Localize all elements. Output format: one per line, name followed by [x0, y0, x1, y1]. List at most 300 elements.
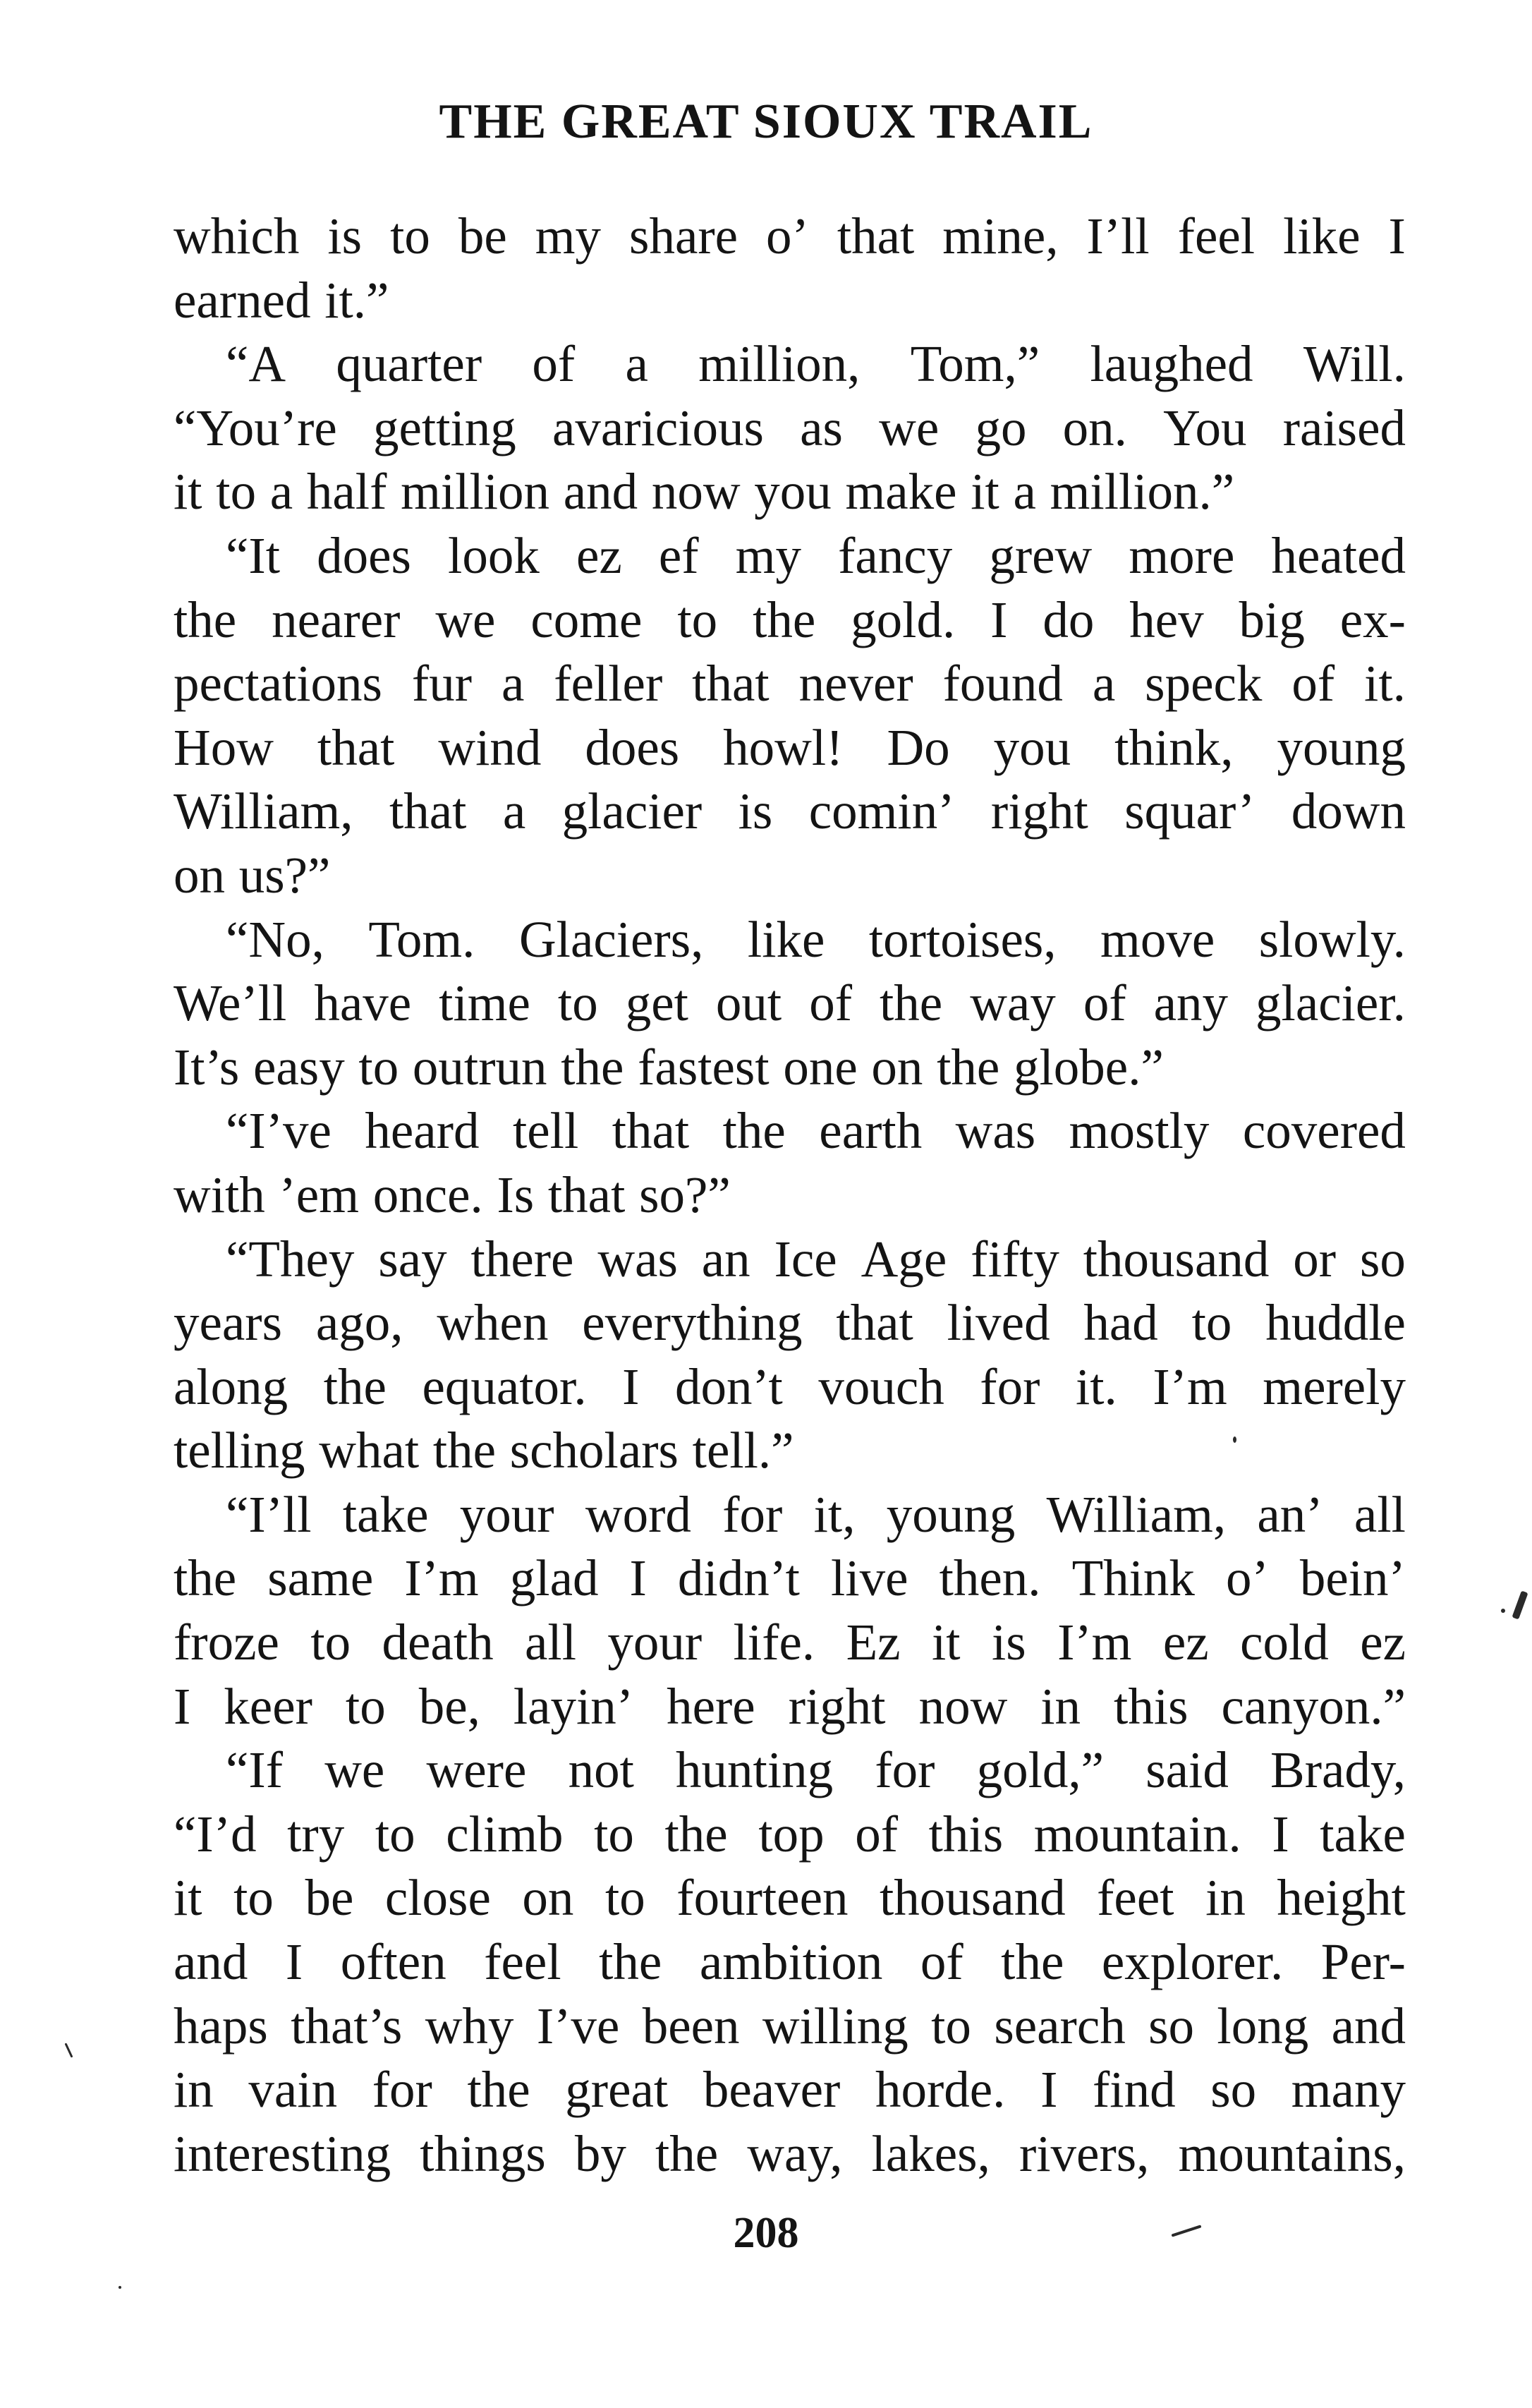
word: thousand [1083, 1230, 1270, 1288]
word: try [287, 1805, 345, 1863]
word: it [174, 463, 202, 521]
word: the [722, 1102, 786, 1160]
word: along [174, 1357, 288, 1415]
body-text [174, 205, 1406, 2186]
word: for [722, 1485, 783, 1543]
word: it. [1364, 655, 1406, 713]
word: that [389, 782, 467, 840]
word: once. [372, 1166, 483, 1223]
word: avaricious [552, 399, 764, 456]
word: “You’re [174, 399, 337, 456]
word: ex- [1339, 591, 1406, 648]
text-line [174, 269, 1406, 333]
word: found [942, 655, 1063, 713]
word: that’s [291, 1997, 403, 2055]
word: horde. [875, 2061, 1006, 2119]
word: climb [446, 1805, 564, 1863]
word: the [753, 591, 816, 648]
word: layin’ [513, 1677, 634, 1735]
scan-speck [64, 2043, 73, 2057]
word: find [1093, 2061, 1176, 2119]
word: I [174, 1677, 191, 1735]
word: cold [1240, 1614, 1329, 1671]
word: it [931, 1614, 961, 1671]
word: big [1239, 591, 1305, 648]
word: tortoises, [868, 910, 1057, 968]
text-line [174, 716, 1406, 780]
word: ’em [279, 1166, 359, 1223]
word: “I’ve [226, 1102, 332, 1160]
text-line [174, 652, 1406, 716]
word: hunting [676, 1741, 834, 1799]
word: life. [733, 1614, 815, 1671]
word: earned [174, 271, 311, 329]
word: William, [1046, 1485, 1227, 1543]
word: in [1205, 1869, 1246, 1927]
word: out [715, 974, 782, 1032]
word: to [1191, 1294, 1232, 1352]
word: that [547, 1166, 626, 1223]
word: equator. [422, 1357, 587, 1415]
text-line [174, 1866, 1406, 1930]
word: the [1001, 1933, 1064, 1991]
word: us?” [238, 846, 331, 904]
word: have [314, 974, 412, 1032]
word: earth [819, 1102, 923, 1160]
word: time [439, 974, 530, 1032]
word: look [448, 526, 540, 584]
word: for [875, 1741, 935, 1799]
word: covered [1242, 1102, 1406, 1160]
word: that [837, 207, 915, 265]
word: I [1272, 1805, 1289, 1863]
text-line [174, 1995, 1406, 2059]
word: the [561, 1038, 624, 1096]
word: “It [226, 526, 280, 584]
word: things [420, 2124, 546, 2182]
word: so [1148, 1997, 1195, 2055]
word: o’ [1226, 1549, 1269, 1607]
scan-speck [1512, 1590, 1528, 1619]
word: outrun [412, 1038, 547, 1096]
word: to [358, 1038, 399, 1096]
word: Ice [774, 1230, 837, 1288]
word: does [585, 718, 680, 776]
word: Age [861, 1230, 947, 1288]
word: lived [947, 1294, 1050, 1352]
word: right [990, 782, 1088, 840]
text-line [174, 524, 1406, 588]
word: “If [226, 1741, 284, 1799]
word: Will. [1303, 335, 1406, 393]
word: o’ [766, 207, 809, 265]
word: mountains, [1178, 2124, 1406, 2182]
text-line [174, 1611, 1406, 1675]
word: it. [1075, 1357, 1117, 1415]
word: your [607, 1614, 703, 1671]
word: it, [813, 1485, 856, 1543]
word: to [345, 1677, 386, 1735]
word: feet [1097, 1869, 1174, 1927]
word: come [530, 591, 643, 648]
word: You [1163, 399, 1247, 456]
word: everything [582, 1294, 803, 1352]
word: was [597, 1230, 678, 1288]
word: ago, [315, 1294, 403, 1352]
word: I [1388, 207, 1406, 265]
word: didn’t [677, 1549, 800, 1607]
word: I’m [1057, 1614, 1132, 1671]
word: height [1277, 1869, 1406, 1927]
word: be, [418, 1677, 480, 1735]
word: we [879, 399, 940, 456]
word: tell [512, 1102, 579, 1160]
word: the [664, 1805, 728, 1863]
word: live [831, 1549, 908, 1607]
word: by [574, 2124, 626, 2182]
word: explorer. [1101, 1933, 1284, 1991]
text-line [174, 2058, 1406, 2122]
word: William, [174, 782, 353, 840]
text-line [174, 588, 1406, 653]
word: young [886, 1485, 1016, 1543]
word: I’m [1153, 1357, 1227, 1415]
word: more [1129, 526, 1235, 584]
word: share [629, 207, 738, 265]
word: I [1040, 2061, 1058, 2119]
word: lakes, [871, 2124, 990, 2182]
word: say [378, 1230, 447, 1288]
word: of [920, 1933, 963, 1991]
word: feel [484, 1933, 561, 1991]
word: rivers, [1019, 2124, 1150, 2182]
word: a [269, 463, 293, 521]
word: I [285, 1933, 303, 1991]
word: why [425, 1997, 514, 2055]
word: “No, [226, 910, 324, 968]
word: to [310, 1614, 351, 1671]
word: that [612, 1102, 690, 1160]
word: fastest [638, 1038, 770, 1096]
word: that [317, 718, 395, 776]
word: of [1291, 655, 1335, 713]
word: ef [658, 526, 699, 584]
word: what [319, 1422, 420, 1480]
word: it [174, 1869, 202, 1927]
text-line [174, 1419, 1406, 1483]
word: tell.” [692, 1422, 794, 1480]
text-line [174, 460, 1406, 524]
word: getting [373, 399, 516, 456]
word: and [563, 463, 638, 521]
text-line [174, 1291, 1406, 1355]
word: way [970, 974, 1056, 1032]
word: How [174, 718, 274, 776]
word: move [1100, 910, 1215, 968]
word: one [783, 1038, 858, 1096]
word: gold,” [976, 1741, 1105, 1799]
word: the [467, 2061, 530, 2119]
word: that [692, 655, 770, 713]
word: fourteen [676, 1869, 849, 1927]
text-line [174, 332, 1406, 397]
word: I [990, 591, 1008, 648]
word: the [937, 1038, 1000, 1096]
word: ez [576, 526, 622, 584]
text-line [174, 1930, 1406, 1995]
text-line [174, 397, 1406, 461]
text-line [174, 1483, 1406, 1547]
word: was [955, 1102, 1036, 1160]
word: and [1331, 1997, 1406, 2055]
word: ez [1360, 1614, 1406, 1671]
word: of [532, 335, 576, 393]
word: been [642, 1997, 740, 2055]
word: do [1042, 591, 1095, 648]
word: said [1145, 1741, 1229, 1799]
word: get [625, 974, 688, 1032]
word: now [651, 463, 741, 521]
word: fancy [838, 526, 953, 584]
word: Glaciers, [518, 910, 704, 968]
word: in [1040, 1677, 1081, 1735]
word: this [928, 1805, 1004, 1863]
word: word [585, 1485, 691, 1543]
word: a [1013, 463, 1036, 521]
word: down [1291, 782, 1406, 840]
word: so [1210, 2061, 1257, 2119]
scan-speck [1233, 1436, 1236, 1443]
word: is [738, 782, 773, 840]
word: like [747, 910, 825, 968]
word: fifty [971, 1230, 1059, 1288]
word: grew [989, 526, 1093, 584]
word: to [557, 974, 598, 1032]
text-line [174, 844, 1406, 908]
word: the [655, 2124, 719, 2182]
word: my [535, 207, 602, 265]
word: many [1291, 2061, 1406, 2119]
word: million, [698, 335, 861, 393]
word: I’ll [1086, 207, 1150, 265]
word: vain [248, 2061, 338, 2119]
word: take [1320, 1805, 1406, 1863]
word: million [401, 463, 550, 521]
word: haps [174, 1997, 268, 2055]
word: We’ll [174, 974, 287, 1032]
word: easy [253, 1038, 345, 1096]
word: be [458, 207, 507, 265]
word: go [975, 399, 1027, 456]
word: top [758, 1805, 825, 1863]
word: think, [1114, 718, 1234, 776]
word: close [384, 1869, 491, 1927]
word: on [174, 846, 225, 904]
text-line [174, 1036, 1406, 1100]
text-line [174, 205, 1406, 269]
word: years [174, 1294, 283, 1352]
word: your [459, 1485, 554, 1543]
word: like [1283, 207, 1361, 265]
word: the [880, 974, 943, 1032]
word: my [735, 526, 801, 584]
word: that [836, 1294, 913, 1352]
word: make [845, 463, 957, 521]
word: hev [1129, 591, 1204, 648]
word: willing [762, 1997, 908, 2055]
word: is [327, 207, 363, 265]
text-line [174, 908, 1406, 972]
word: here [667, 1677, 755, 1735]
word: to [677, 591, 718, 648]
word: Tom. [368, 910, 475, 968]
word: million.” [1050, 463, 1235, 521]
word: all [525, 1614, 576, 1671]
word: feel [1177, 207, 1256, 265]
word: don’t [675, 1357, 783, 1415]
word: long [1217, 1997, 1309, 2055]
word: nearer [272, 591, 401, 648]
word: glacier [561, 782, 703, 840]
word: vouch [818, 1357, 944, 1415]
word: this [1114, 1677, 1188, 1735]
text-line [174, 1355, 1406, 1420]
text-line [174, 1675, 1406, 1739]
word: froze [174, 1614, 279, 1671]
word: it [971, 463, 999, 521]
word: on. [1062, 399, 1127, 456]
word: a [1092, 655, 1116, 713]
word: now [918, 1677, 1008, 1735]
word: the [599, 1933, 662, 1991]
word: Per- [1320, 1933, 1406, 1991]
text-line [174, 1228, 1406, 1292]
word: take [342, 1485, 429, 1543]
word: I [622, 1357, 640, 1415]
word: way, [747, 2124, 843, 2182]
word: fur [411, 655, 473, 713]
word: and [174, 1933, 248, 1991]
word: glad [509, 1549, 599, 1607]
word: bein’ [1299, 1549, 1406, 1607]
word: thousand [880, 1869, 1066, 1927]
word: to [216, 463, 257, 521]
word: then. [939, 1549, 1041, 1607]
word: to [390, 207, 430, 265]
word: huddle [1265, 1294, 1406, 1352]
word: raised [1282, 399, 1406, 456]
word: Do [887, 718, 950, 776]
scan-speck [1501, 1609, 1505, 1613]
word: not [568, 1741, 634, 1799]
word: scholars [509, 1422, 679, 1480]
word: the [323, 1357, 387, 1415]
word: or [1293, 1230, 1337, 1288]
text-line [174, 972, 1406, 1036]
word: feller [554, 655, 663, 713]
word: mostly [1069, 1102, 1210, 1160]
word: there [470, 1230, 574, 1288]
word: to [375, 1805, 415, 1863]
word: Think [1071, 1549, 1195, 1607]
word: search [994, 1997, 1126, 2055]
word: on [522, 1869, 574, 1927]
word: which [174, 207, 300, 265]
word: to [594, 1805, 634, 1863]
word: had [1083, 1294, 1158, 1352]
word: Is [497, 1166, 535, 1223]
word: a [501, 655, 525, 713]
word: merely [1263, 1357, 1406, 1415]
word: glacier. [1256, 974, 1406, 1032]
word: for [372, 2061, 432, 2119]
word: does [317, 526, 411, 584]
word: death [382, 1614, 494, 1671]
word: you [754, 463, 832, 521]
word: “They [226, 1230, 355, 1288]
word: the [174, 1549, 237, 1607]
word: when [437, 1294, 549, 1352]
word: mountain. [1033, 1805, 1241, 1863]
word: great [565, 2061, 669, 2119]
word: for [980, 1357, 1040, 1415]
word: an [701, 1230, 750, 1288]
running-head-title: THE GREAT SIOUX TRAIL [439, 95, 1093, 149]
word: to [931, 1997, 971, 2055]
word: heated [1271, 526, 1406, 584]
text-line [174, 1547, 1406, 1611]
word: so [1359, 1230, 1406, 1288]
text-line [174, 1803, 1406, 1867]
word: with [174, 1166, 265, 1223]
word: wind [438, 718, 542, 776]
text-line [174, 1099, 1406, 1163]
word: gold. [851, 591, 956, 648]
word: Ez [846, 1614, 901, 1671]
word: so?” [639, 1166, 731, 1223]
word: to [604, 1869, 645, 1927]
word: pectations [174, 655, 382, 713]
word: in [174, 2061, 214, 2119]
word: never [798, 655, 913, 713]
word: squar’ [1124, 782, 1256, 840]
word: same [267, 1549, 374, 1607]
text-line [174, 2122, 1406, 2186]
word: be [305, 1869, 354, 1927]
word: the [174, 591, 237, 648]
word: I [629, 1549, 647, 1607]
word: of [809, 974, 852, 1032]
word: Tom,” [910, 335, 1040, 393]
word: comin’ [808, 782, 955, 840]
word: keer [224, 1677, 312, 1735]
word: ez [1162, 1614, 1209, 1671]
word: an’ [1257, 1485, 1323, 1543]
word: is [991, 1614, 1026, 1671]
word: canyon.” [1221, 1677, 1406, 1735]
word: I’m [404, 1549, 479, 1607]
word: speck [1145, 655, 1263, 713]
text-line [174, 780, 1406, 844]
word: “A [226, 335, 286, 393]
word: any [1153, 974, 1229, 1032]
word: I’ve [536, 1997, 620, 2055]
word: telling [174, 1422, 305, 1480]
word: laughed [1090, 335, 1253, 393]
word: right [788, 1677, 886, 1735]
word: “I’ll [226, 1485, 312, 1543]
word: globe.” [1014, 1038, 1164, 1096]
